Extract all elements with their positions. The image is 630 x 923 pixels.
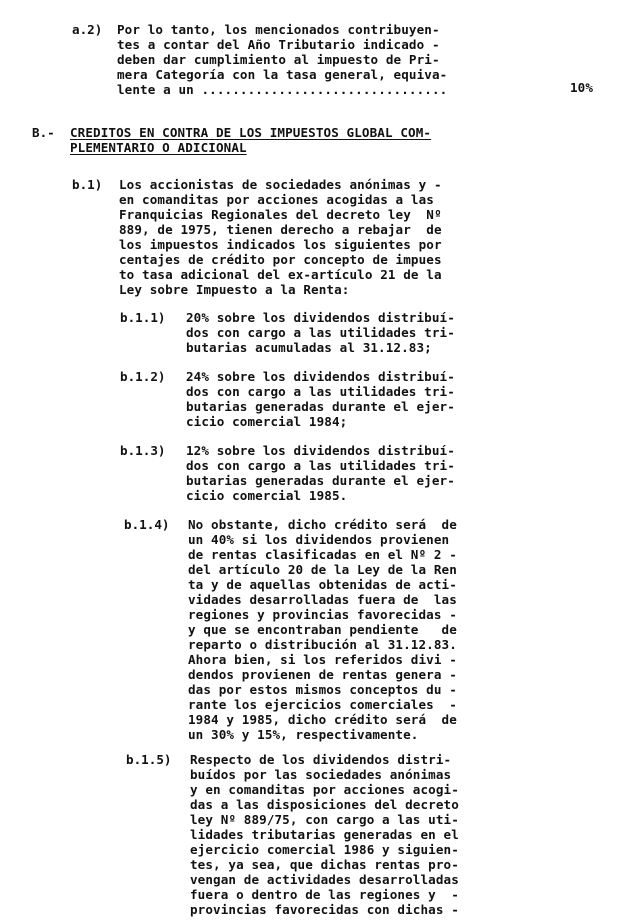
- b15-line-10: fuera o dentro de las regiones y -: [190, 887, 459, 902]
- b13-line-1: 12% sobre los dividendos distribuí-: [186, 443, 455, 458]
- b14-line-9: reparto o distribución al 31.12.83.: [188, 637, 457, 652]
- b11-line-3: butarias acumuladas al 31.12.83;: [186, 340, 432, 355]
- b14-line-10: Ahora bien, si los referidos divi -: [188, 652, 457, 667]
- item-label-b14: b.1.4): [124, 517, 170, 532]
- item-label-a2: a.2): [72, 22, 103, 37]
- b12-line-3: butarias generadas durante el ejer-: [186, 399, 455, 414]
- b15-line-8: tes, ya sea, que dichas rentas pro-: [190, 857, 459, 872]
- b11-line-1: 20% sobre los dividendos distribuí-: [186, 310, 455, 325]
- section-b-title-1: CREDITOS EN CONTRA DE LOS IMPUESTOS GLOBAL COM-: [70, 125, 432, 140]
- a2-line-1: Por lo tanto, los mencionados contribuyen-: [117, 22, 440, 37]
- b11-line-2: dos con cargo a las utilidades tri-: [186, 325, 455, 340]
- b1-line-1: Los accionistas de sociedades anónimas y -: [119, 177, 442, 192]
- b1-line-2: en comanditas por acciones acogidas a las: [119, 192, 434, 207]
- a2-line-4: mera Categoría con la tasa general, equiva-: [117, 67, 448, 82]
- b14-line-1: No obstante, dicho crédito será de: [188, 517, 457, 532]
- b14-line-6: vidades desarrolladas fuera de las: [188, 592, 457, 607]
- item-label-b11: b.1.1): [120, 310, 166, 325]
- item-label-b1: b.1): [72, 177, 103, 192]
- b1-line-8: Ley sobre Impuesto a la Renta:: [119, 282, 350, 297]
- b14-line-15: un 30% y 15%, respectivamente.: [188, 727, 419, 742]
- b12-line-2: dos con cargo a las utilidades tri-: [186, 384, 455, 399]
- a2-line-5: lente a un ................................: [117, 82, 448, 97]
- b1-line-3: Franquicias Regionales del decreto ley Nº: [119, 207, 442, 222]
- b15-line-2: buídos por las sociedades anónimas: [190, 767, 452, 782]
- b15-line-6: lidades tributarias generadas en el: [190, 827, 459, 842]
- b13-line-4: cicio comercial 1985.: [186, 488, 348, 503]
- b15-line-4: das a las disposiciones del decreto: [190, 797, 459, 812]
- a2-line-2: tes a contar del Año Tributario indicado -: [117, 37, 440, 52]
- b14-line-12: das por estos mismos conceptos du -: [188, 682, 457, 697]
- item-label-b15: b.1.5): [126, 752, 172, 767]
- b14-line-2: un 40% si los dividendos provienen: [188, 532, 450, 547]
- a2-line-3: deben dar cumplimiento al impuesto de Pri-: [117, 52, 440, 67]
- b15-line-11: provincias favorecidas con dichas -: [190, 902, 459, 917]
- a2-rate: 10%: [570, 80, 594, 95]
- b12-line-1: 24% sobre los dividendos distribuí-: [186, 369, 455, 384]
- b15-line-5: ley Nº 889/75, con cargo a las uti-: [190, 812, 459, 827]
- b13-line-3: butarias generadas durante el ejer-: [186, 473, 455, 488]
- b14-line-3: de rentas clasificadas en el Nº 2 -: [188, 547, 457, 562]
- b14-line-4: del artículo 20 de la Ley de la Ren: [188, 562, 457, 577]
- b1-line-7: to tasa adicional del ex-artículo 21 de la: [119, 267, 442, 282]
- b15-line-3: y en comanditas por acciones acogi-: [190, 782, 459, 797]
- b15-line-9: vengan de actividades desarrolladas: [190, 872, 459, 887]
- item-label-b13: b.1.3): [120, 443, 166, 458]
- b14-line-5: ta y de aquellas obtenidas de acti-: [188, 577, 457, 592]
- item-label-b12: b.1.2): [120, 369, 166, 384]
- b14-line-8: y que se encontraban pendiente de: [188, 622, 457, 637]
- section-b-label: B.-: [32, 125, 55, 140]
- b15-line-7: ejercicio comercial 1986 y siguien-: [190, 842, 459, 857]
- b15-line-1: Respecto de los dividendos distri-: [190, 752, 452, 767]
- b14-line-7: regiones y provincias favorecidas -: [188, 607, 457, 622]
- b14-line-11: dendos provienen de rentas genera -: [188, 667, 457, 682]
- b13-line-2: dos con cargo a las utilidades tri-: [186, 458, 455, 473]
- b12-line-4: cicio comercial 1984;: [186, 414, 348, 429]
- b14-line-13: rante los ejercicios comerciales -: [188, 697, 457, 712]
- b1-line-6: centajes de crédito por concepto de impues: [119, 252, 442, 267]
- b1-line-4: 889, de 1975, tienen derecho a rebajar de: [119, 222, 442, 237]
- b1-line-5: los impuestos indicados los siguientes por: [119, 237, 442, 252]
- b14-line-14: 1984 y 1985, dicho crédito será de: [188, 712, 457, 727]
- section-b-title-2: PLEMENTARIO O ADICIONAL: [70, 140, 247, 155]
